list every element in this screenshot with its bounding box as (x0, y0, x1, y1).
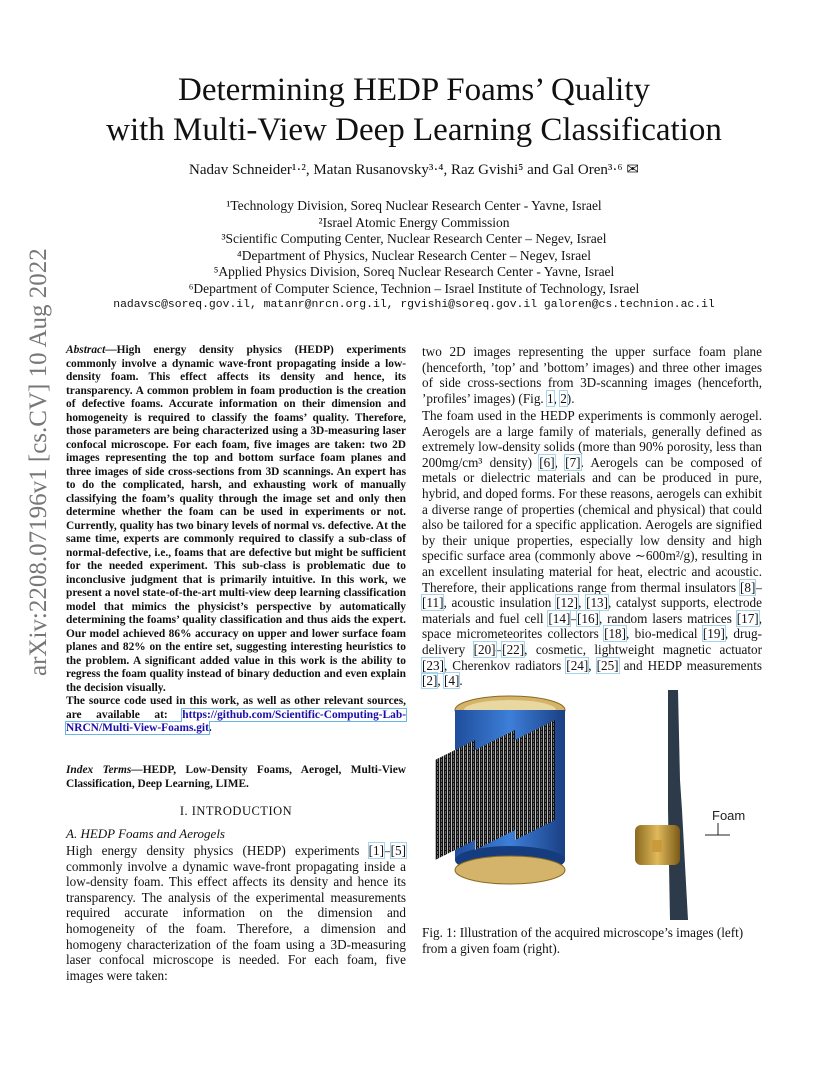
figure-ref-link[interactable]: 1 (547, 390, 554, 406)
citation-link[interactable]: [14] (548, 610, 571, 626)
index-terms (66, 764, 406, 791)
citation-link[interactable]: [18] (604, 626, 627, 642)
microscope-images (435, 696, 565, 884)
title-line-2: with Multi-View Deep Learning Classification (106, 112, 722, 148)
foam-sample-photo (635, 690, 745, 920)
section-heading: I. INTRODUCTION (179, 804, 293, 818)
citation-link[interactable]: [8] (740, 579, 756, 595)
author-emails: nadavsc@soreq.gov.il, matanr@nrcn.org.il, rgvishi@soreq.gov.il galoren@cs.technion.ac.il (113, 299, 715, 311)
citation-link[interactable]: [12] (556, 595, 579, 611)
affiliations (60, 198, 768, 297)
citation-link[interactable]: [22] (502, 641, 525, 657)
authors: Nadav Schneider¹·², Matan Rusanovsky³·⁴, Raz Gvishi⁵ and Gal Oren³·⁶ ✉ (189, 162, 639, 178)
figure-1-illustration (430, 690, 760, 920)
citation-link[interactable]: [23] (422, 657, 444, 673)
citation-link[interactable]: [13] (586, 595, 609, 611)
figure-1-caption: Fig. 1: Illustration of the acquired microscope’s images (left) from a given foam (right). (422, 925, 744, 956)
figure-ref-link[interactable]: 2 (560, 390, 567, 406)
svg-text:arXiv:2208.07196v1 [cs.CV] 1: arXiv:2208.07196v1 [cs.CV] 10 Aug 2022 (25, 248, 52, 676)
source-code-text: The source code used in this work, as well as other relevant sources, are available at: (66, 695, 406, 721)
affiliation: ³Scientific Computing Center, Nuclear Research Center – Negev, Israel (221, 231, 607, 246)
citation-link[interactable]: [6] (539, 454, 555, 470)
abstract-label: Abstract (66, 344, 106, 356)
citation-link[interactable]: [11] (422, 595, 444, 611)
citation-link[interactable]: [24] (566, 657, 589, 673)
aerogel-paragraph: The foam used in the HEDP experiments is commonly aerogel. Aerogels are a large family of materials, generally defined as extremely low-density solids (more than 90% porosity, less than 200mg/cm³ density) [6], [7]. Aerogels can be composed of metals or dielectric materials and can be produced in pure, hybrid, and doped forms. For these reasons, aerogels can exhibit a diverse range of properties (chemical and physical) that could also be tailored for a specific application. Aerogels are signified by their unique properties, especially low density and high specific surface area (commonly above ∼600m²/g), resulting in an excellent insulating material for heat, electric and acoustic. Therefore, their applications range from thermal insulators [8]–[11], acoustic insulation [12], [13], catalyst supports, electrode materials and fuel cell [14]–[16], random lasers matrices [17], space micrometeorites collectors [18], bio-medical [19], drug-delivery [20]–[22], cosmetic, lightweight magnetic actuator [23], Cherenkov radiators [24], [25] and HEDP measurements [2], [4]. (422, 408, 763, 689)
citation-link[interactable]: [19] (702, 626, 725, 642)
arxiv-identifier (10, 96, 58, 676)
affiliation: ⁶Department of Computer Science, Technion – Israel Institute of Technology, Israel (188, 280, 640, 296)
citation-link[interactable]: [25] (596, 657, 619, 673)
affiliation: ⁵Applied Physics Division, Soreq Nuclear Research Center - Yavne, Israel (213, 264, 615, 279)
intro-paragraph: High energy density physics (HEDP) experiments [1]–[5] commonly involve a dynamic wave-front propagating inside a low-density foam. This effect affects its density and hence its transparency. The analysis of the experimental measurements required accurate information on the dimension and homogeneity of the foam. Therefore, a dimension and homogeny characterization of the foam using a 3D-measuring laser confocal microscope is needed. For each foam, five images were taken: (66, 843, 406, 983)
affiliation: ¹Technology Division, Soreq Nuclear Research Center - Yavne, Israel (226, 198, 602, 213)
abstract: Abstract—High energy density physics (HEDP) experiments commonly involve a dynamic wave-front propagating inside a low-density foam. This effect affects its density and hence, its transparency. A common problem in foam production is the creation of defective foams. Accurate information on their dimension and homogeneity is required to classify the foams’ quality. Therefore, those parameters are being characterized using a 3D-measuring laser confocal microscope. For each foam, five images are taken: two 2D images representing the top and bottom surface foam planes and three images of side cross-sections from 3D scannings. An expert has to do the complicated, harsh, and exhausting work of manually classifying the foam’s quality through the image set and only then determine whether the foam can be used in experiments or not. Currently, quality has two binary levels of normal vs. defective. At the same time, experts are commonly required to classify a sub-class of normal-defective, i.e., foams that are defective but might be sufficient for the needed experiment. This sub-class is problematic due to inconclusive judgment that is primarily intuitive. In this work, we present a novel state-of-the-art multi-view deep learning classification model that mimics the physicist’s perspective by automatically determining the foams’ quality classification and thus aids the expert. Our model achieved 86% accuracy on upper and lower surface foam planes and 82% on the entire set, suggesting interesting heuristics to the problem. A significant added value in this work is the ability to regress the foam quality instead of binary deduction and even explain the decision visually. The source code used in this work, as well as other relevant sources, are available at: https://github.com/Scientific-Computing-Lab-NRCN/Multi-View-Foams.git. (66, 344, 406, 734)
citation-link[interactable]: [4] (443, 673, 460, 689)
citation-link[interactable]: [1] (368, 843, 385, 858)
title-line-1: Determining HEDP Foams’ Quality (177, 72, 651, 108)
citation-link[interactable]: [2] (422, 673, 438, 689)
index-terms-text: —HEDP, Low-Density Foams, Aerogel, Multi-View Classification, Deep Learning, LIME. (66, 764, 406, 790)
foam-label: Foam (712, 808, 746, 823)
source-code-link[interactable]: https://github.com/Scientific-Computing-Lab-NRCN/Multi-View-Foams.git (66, 708, 406, 734)
affiliation: ⁴Department of Physics, Nuclear Research Center – Negev, Israel (237, 247, 591, 263)
citation-link[interactable]: [16] (576, 610, 599, 626)
citation-link[interactable]: [17] (736, 610, 759, 626)
intro-continued-paragraph: two 2D images representing the upper surface foam plane (henceforth, ’top’ and ’bottom’ images) and three other images of side cross-sections from 3D-scanning images (henceforth, ’profiles’ images) (Fig. 1, 2). (422, 344, 762, 406)
abstract-text: —High energy density physics (HEDP) experiments commonly involve a dynamic wave-front propagating inside a low-density foam. This effect affects its density and hence, its transparency. A common problem in foam production is the creation of defective foams. Accurate information on their dimension and homogeneity is required to classify the foams’ quality. Therefore, those parameters are being characterized using a 3D-measuring laser confocal microscope. For each foam, five images are taken: two 2D images representing the top and bottom surface foam planes and three images of side cross-sections from 3D scannings. An expert has to do the complicated, harsh, and exhausting work of manually classifying the foam’s quality through the image set and only then determine whether the foam can be used in experiments or not. Currently, quality has two binary levels of normal vs. defective. At the same time, experts are commonly required to classify a sub-class of normal-defective, i.e., foams that are defective but might be sufficient for the needed experiment. This sub-class is problematic due to inconclusive judgment that is primarily intuitive. In this work, we present a novel state-of-the-art multi-view deep learning classification model that mimics the physicist’s perspective by automatically determining the foams’ quality classification and thus aids the expert. Our model achieved 86% accuracy on upper and lower surface foam planes and 82% on the entire set, suggesting interesting heuristics to the problem. A significant added value in this work is the ability to regress the foam quality instead of binary deduction and even explain the decision visually. (66, 344, 406, 694)
citation-link[interactable]: [7] (565, 454, 581, 470)
affiliation: ²Israel Atomic Energy Commission (318, 214, 510, 230)
paper-title (60, 70, 768, 150)
index-terms-label: Index Terms (66, 764, 132, 776)
subsection-heading: A. HEDP Foams and Aerogels (66, 826, 225, 841)
citation-link[interactable]: [20] (473, 641, 496, 657)
citation-link[interactable]: [5] (390, 843, 406, 858)
